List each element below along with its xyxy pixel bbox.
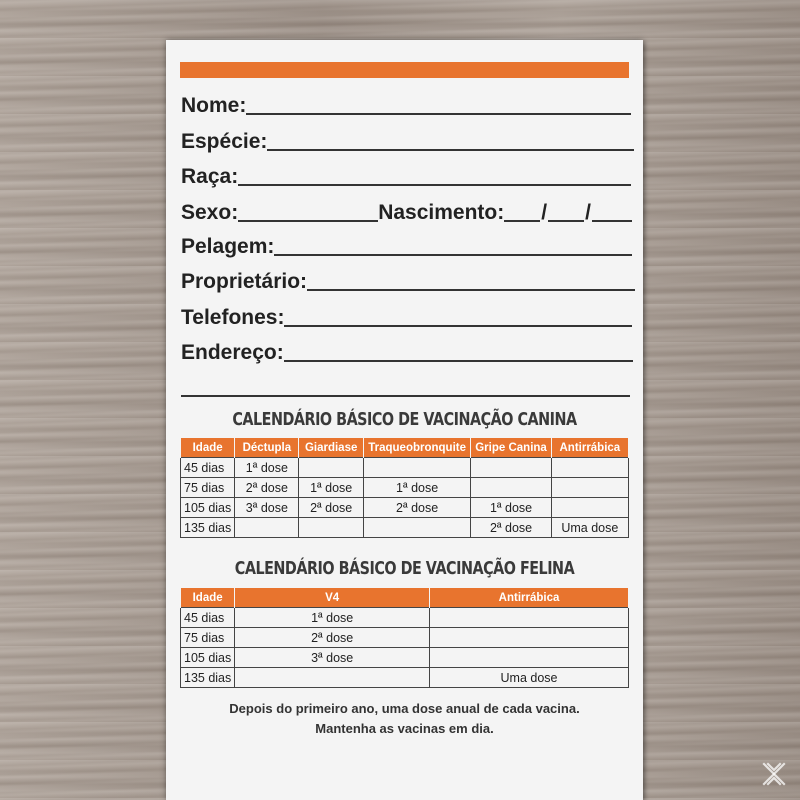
table-cell: 105 dias xyxy=(181,648,235,668)
table-cell: 2ª dose xyxy=(471,518,551,538)
table-cell xyxy=(235,668,430,688)
canine-vaccination-table xyxy=(180,438,629,538)
table-cell: 45 dias xyxy=(181,608,235,628)
table-cell xyxy=(363,458,471,478)
footer-line-2: Mantenha as vacinas em dia. xyxy=(315,721,494,736)
table-cell: 2ª dose xyxy=(235,628,430,648)
label-proprietario: Proprietário: xyxy=(181,270,308,293)
table-row xyxy=(181,628,629,648)
field-endereco-continued xyxy=(181,372,630,400)
table-cell: 1ª dose xyxy=(471,498,551,518)
date-separator: / xyxy=(541,201,548,224)
table-row xyxy=(181,608,629,628)
table-row xyxy=(181,498,629,518)
table-cell xyxy=(299,518,363,538)
field-especie xyxy=(181,126,634,154)
field-telefones xyxy=(181,302,632,330)
table-cell: 2ª dose xyxy=(299,498,363,518)
table-header-row xyxy=(181,588,629,608)
table-cell: 45 dias xyxy=(181,458,235,478)
col-header: Traqueobronquite xyxy=(363,438,471,458)
col-header: Giardiase xyxy=(299,438,363,458)
blank-line xyxy=(267,149,634,151)
field-endereco xyxy=(181,337,633,365)
table-cell xyxy=(471,478,551,498)
table-row xyxy=(181,648,629,668)
table-cell xyxy=(363,518,471,538)
table-cell: 75 dias xyxy=(181,628,235,648)
blank-line xyxy=(181,395,630,397)
table-cell xyxy=(551,498,628,518)
label-raca: Raça: xyxy=(181,165,239,188)
blank-line xyxy=(307,289,635,291)
col-header: Antirrábica xyxy=(551,438,628,458)
col-header: Antirrábica xyxy=(430,588,629,608)
col-header: V4 xyxy=(235,588,430,608)
table-cell xyxy=(235,518,299,538)
table-cell: Uma dose xyxy=(430,668,629,688)
table-cell xyxy=(551,458,628,478)
table-cell xyxy=(430,628,629,648)
accent-bar xyxy=(180,62,629,78)
table-cell: 1ª dose xyxy=(363,478,471,498)
blank-line xyxy=(504,220,540,222)
table-cell xyxy=(471,458,551,478)
x-logo-icon xyxy=(760,760,788,788)
table-cell xyxy=(430,608,629,628)
blank-line xyxy=(238,220,378,222)
blank-line xyxy=(274,254,632,256)
field-pelagem xyxy=(181,231,632,259)
feline-vaccination-table xyxy=(180,588,629,688)
table-cell: 105 dias xyxy=(181,498,235,518)
table-header-row xyxy=(181,438,629,458)
col-header: Idade xyxy=(181,588,235,608)
table-cell: Uma dose xyxy=(551,518,628,538)
label-nome: Nome: xyxy=(181,94,247,117)
col-header: Gripe Canina xyxy=(471,438,551,458)
table-row xyxy=(181,668,629,688)
field-proprietario xyxy=(181,266,635,294)
table-cell: 1ª dose xyxy=(235,458,299,478)
blank-line xyxy=(548,220,584,222)
vaccination-card xyxy=(166,40,643,800)
table-cell xyxy=(551,478,628,498)
table-cell: 135 dias xyxy=(181,518,235,538)
label-especie: Espécie: xyxy=(181,130,268,153)
blank-line xyxy=(284,360,633,362)
field-raca xyxy=(181,161,631,189)
blank-line xyxy=(246,113,631,115)
label-telefones: Telefones: xyxy=(181,306,285,329)
col-header: Déctupla xyxy=(235,438,299,458)
label-nascimento: Nascimento: xyxy=(378,201,505,224)
table-cell: 3ª dose xyxy=(235,648,430,668)
table-row xyxy=(181,518,629,538)
feline-calendar-title: CALENDÁRIO BÁSICO DE VACINAÇÃO FELINA xyxy=(234,559,575,579)
table-cell: 2ª dose xyxy=(235,478,299,498)
table-cell xyxy=(299,458,363,478)
footer-line-1: Depois do primeiro ano, uma dose anual de cada vacina. xyxy=(229,701,580,716)
table-cell xyxy=(430,648,629,668)
table-row xyxy=(181,458,629,478)
table-cell: 1ª dose xyxy=(299,478,363,498)
footer-note xyxy=(166,699,643,739)
table-cell: 3ª dose xyxy=(235,498,299,518)
blank-line xyxy=(238,184,631,186)
label-sexo: Sexo: xyxy=(181,201,239,224)
blank-line xyxy=(284,325,632,327)
table-cell: 2ª dose xyxy=(363,498,471,518)
label-pelagem: Pelagem: xyxy=(181,235,275,258)
blank-line xyxy=(592,220,632,222)
label-endereco: Endereço: xyxy=(181,341,284,364)
table-cell: 1ª dose xyxy=(235,608,430,628)
col-header: Idade xyxy=(181,438,235,458)
date-separator: / xyxy=(585,201,591,224)
table-cell: 135 dias xyxy=(181,668,235,688)
field-sexo-nascimento xyxy=(181,197,632,225)
field-nome xyxy=(181,90,631,118)
table-row xyxy=(181,478,629,498)
table-cell: 75 dias xyxy=(181,478,235,498)
canine-calendar-title: CALENDÁRIO BÁSICO DE VACINAÇÃO CANINA xyxy=(232,410,577,430)
